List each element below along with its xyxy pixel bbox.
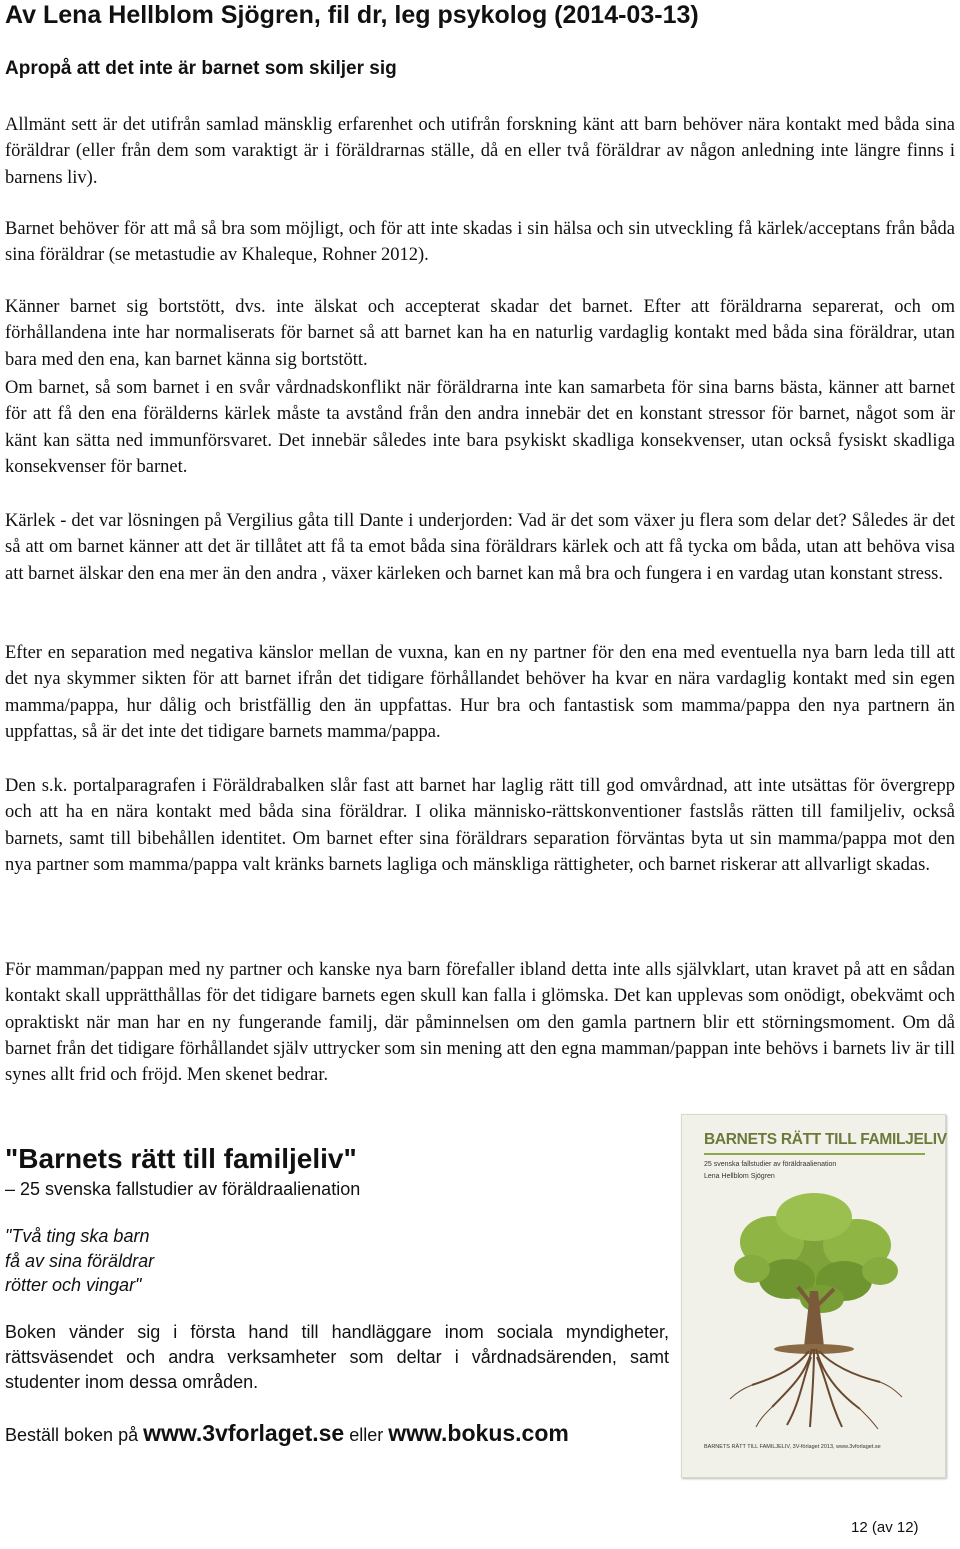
- book-cover-image: [681, 1114, 946, 1478]
- cover-author: Lena Hellblom Sjögren: [704, 1173, 775, 1180]
- link-3vforlaget[interactable]: www.3vforlaget.se: [143, 1420, 345, 1446]
- paragraph-3: Känner barnet sig bortstött, dvs. inte älskat och accepterat skadar det barnet. Efter att föräldrarna separerat, och om förhållandena inte har normaliserats för barnet så att barnet kan ha en naturlig vardaglig kontakt med båda sina föräldrar, utan bara med den ena, kan barnet känna sig bortstött.: [5, 297, 955, 370]
- paragraph-7: Den s.k. portalparagrafen i Föräldrabalken slår fast att barnet har laglig rätt till god omvårdnad, att inte utsättas för övergrepp och att ha en nära kontakt med båda sina föräldrar. I olika människo-rättskonventioner fastslås rätten till familjeliv, också barnets, samt till bibehållen identitet. Om barnet efter sina föräldrars separation förväntas byta ut sin mamma/pappa mot den nya partner som mamma/pappa valt kränks barnets lagliga och mänskliga rättigheter, och barnet riskerar att allvarligt skadas.: [5, 776, 955, 875]
- book-title: "Barnets rätt till familjeliv": [5, 1143, 357, 1174]
- cover-footer: BARNETS RÄTT TILL FAMILJELIV, 3V-förlaget 2013, www.3vforlaget.se: [704, 1444, 881, 1450]
- book-subtitle: – 25 svenska fallstudier av föräldraalienation: [5, 1179, 361, 1199]
- order-prefix: Beställ boken på: [5, 1425, 144, 1445]
- book-description: Boken vänder sig i första hand till handläggare inom sociala myndigheter, rättsväsendet och andra verksamheter som deltar i vårdnadsärenden, samt studenter inom dessa områden.: [5, 1322, 669, 1392]
- quote-line-2: få av sina föräldrar: [5, 1250, 155, 1271]
- paragraph-5: Kärlek - det var lösningen på Vergilius gåta till Dante i underjorden: Vad är det som växer ju flera som delar det? Således är det så att om barnet känner att det är tillåtet att få ta emot båda sina föräldrars kärlek och att få tycka om båda, utan att behöva visa att barnet älskar den ena mer än den andra , växer kärleken och barnet kan må bra och fungera i en vardag utan konstant stress.: [5, 511, 955, 584]
- tree-illustration-icon: [712, 1187, 917, 1437]
- paragraph-1: Allmänt sett är det utifrån samlad mänsklig erfarenhet och utifrån forskning känt att barn behöver nära kontakt med båda sina föräldrar (eller från dem som varaktigt är i föräldrarnas ställe, då en eller två föräldrar av någon anledning inte längre finns i barnens liv).: [5, 115, 955, 188]
- book-quote: [5, 1224, 154, 1298]
- paragraph-6: Efter en separation med negativa känslor mellan de vuxna, kan en ny partner för den ena med eventuella nya barn leda till att det nya skymmer sikten för att barnet ifrån det tidigare förhållandet behöver ha kvar en nära vardaglig kontakt med sin egen mamma/pappa, hur dålig och bristfällig den än uppfattas. Hur bra och fantastisk som mamma/pappa den nya partnern än uppfattas, så är det inte det tidigare barnets mamma/pappa.: [5, 643, 955, 742]
- cover-rule: [704, 1153, 925, 1155]
- page-number: 12 (av 12): [851, 1519, 919, 1536]
- cover-subtitle: 25 svenska fallstudier av föräldraalienation: [704, 1161, 837, 1168]
- order-middle: eller: [344, 1425, 389, 1445]
- quote-line-3: rötter och vingar": [5, 1275, 142, 1295]
- page-title: Av Lena Hellblom Sjögren, fil dr, leg psykolog (2014-03-13): [5, 1, 699, 29]
- order-line: [5, 1416, 569, 1452]
- paragraph-2: Barnet behöver för att må så bra som möjligt, och för att inte skadas i sin hälsa och sin utveckling få kärlek/acceptans från båda sina föräldrar (se metastudie av Khaleque, Rohner 2012).: [5, 219, 955, 266]
- quote-line-1: "Två ting ska barn: [5, 1226, 150, 1246]
- page-subtitle: Apropå att det inte är barnet som skiljer sig: [5, 58, 397, 79]
- paragraph-8: För mamman/pappan med ny partner och kanske nya barn förefaller ibland detta inte alls självklart, utan kravet på att en sådan kontakt skall upprätthållas för det tidigare barnets egen skull kan falla i glömska. Det kan upplevas som onödigt, obekvämt och opraktiskt när man har en ny fungerande familj, där påminnelsen om den gamla partnern blir ett störningsmoment. Om då barnet från det tidigare förhållandet själv uttrycker som sin mening att den egna mamman/pappan inte behövs i barnets liv är till synes allt frid och fröjd. Men skenet bedrar.: [5, 960, 955, 1086]
- cover-title: BARNETS RÄTT TILL FAMILJELIV: [704, 1131, 947, 1148]
- link-bokus[interactable]: www.bokus.com: [388, 1420, 569, 1446]
- paragraph-4: Om barnet, så som barnet i en svår vårdnadskonflikt när föräldrarna inte kan samarbeta för sina barns bästa, känner att barnet för att få den ena förälderns kärlek måste ta avstånd från den andra innebär det en konstant stressor för barnet, något som är känt kan sätta ned immunförsvaret. Det innebär således inte bara psykiskt skadliga konsekvenser, utan också fysiskt skadliga konsekvenser för barnet.: [5, 378, 955, 477]
